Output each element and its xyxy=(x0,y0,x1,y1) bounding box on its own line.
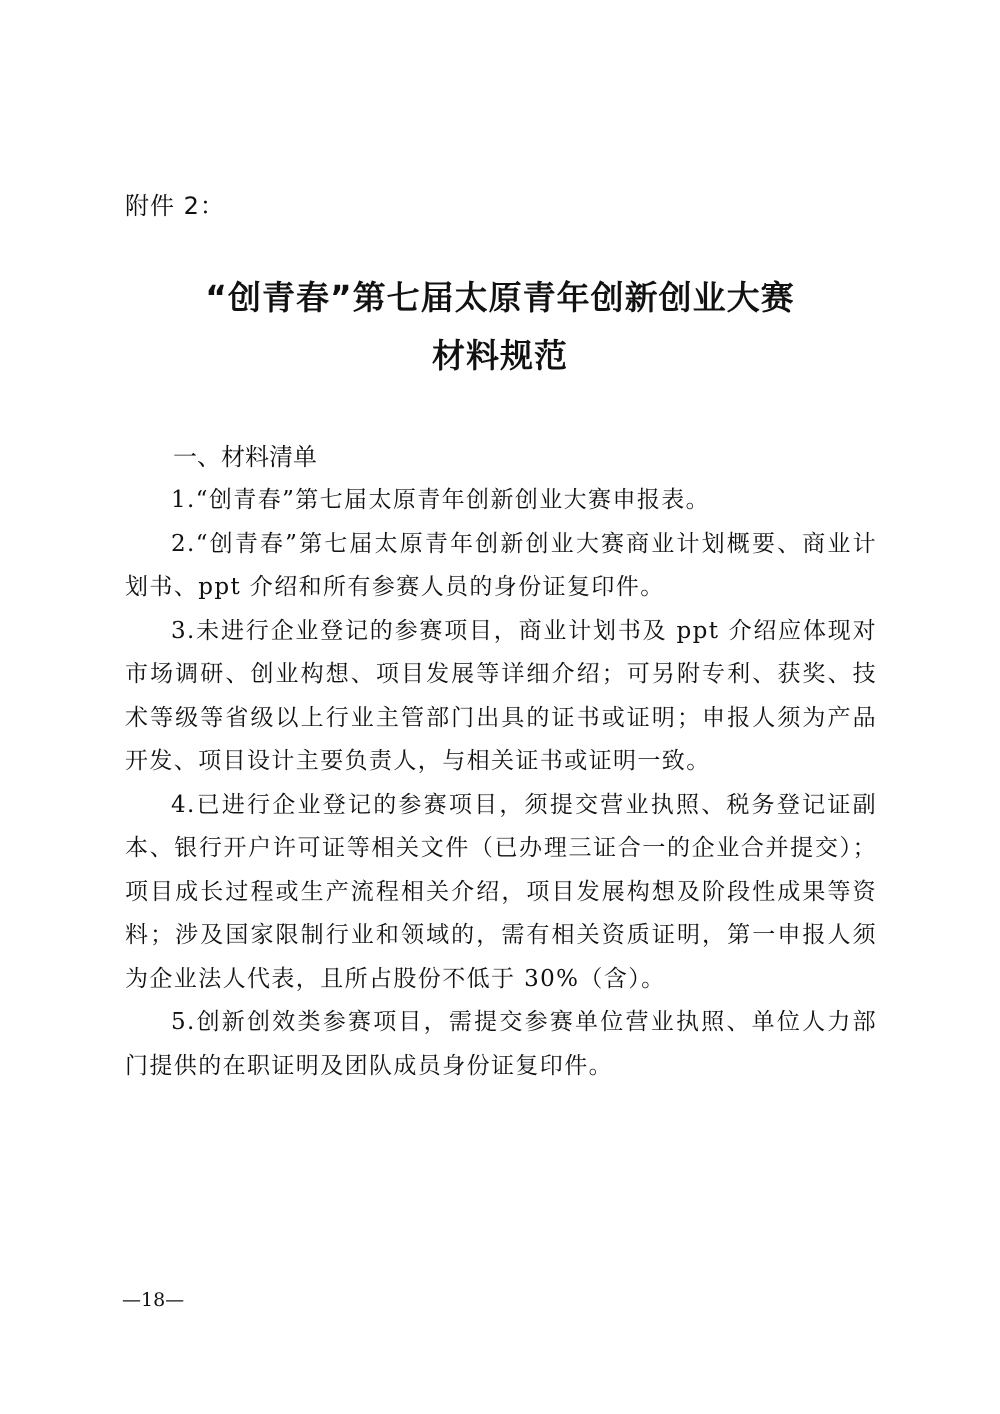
document-title-line-1: “创青春”第七届太原青年创新创业大赛 xyxy=(205,278,795,317)
section-heading: 一、材料清单 xyxy=(173,443,317,471)
list-item-3: 3.未进行企业登记的参赛项目，商业计划书及 ppt 介绍应体现对市场调研、创业构想、项目发展等详细介绍；可另附专利、获奖、技术等级等省级以上行业主管部门出具的证书或证明；申报人须为产品开发、项目设计主要负责人，与相关证书或证明一致。 xyxy=(125,617,877,774)
page-number: —18— xyxy=(122,1289,185,1311)
list-item-1: 1.“创青春”第七届太原青年创新创业大赛申报表。 xyxy=(171,487,711,513)
list-item-5: 5.创新创效类参赛项目，需提交参赛单位营业执照、单位人力部门提供的在职证明及团队成员身份证复印件。 xyxy=(125,1009,877,1079)
attachment-label: 附件 2： xyxy=(125,192,225,220)
document-title-line-2: 材料规范 xyxy=(432,336,568,375)
list-item-2: 2.“创青春”第七届太原青年创新创业大赛商业计划概要、商业计划书、ppt 介绍和所有参赛人员的身份证复印件。 xyxy=(125,530,877,600)
list-item-4: 4.已进行企业登记的参赛项目，须提交营业执照、税务登记证副本、银行开户许可证等相关文件（已办理三证合一的企业合并提交）；项目成长过程或生产流程相关介绍，项目发展构想及阶段性成果等资料；涉及国家限制行业和领域的，需有相关资质证明，第一申报人须为企业法人代表，且所占股份不低于 30%（含）。 xyxy=(125,791,877,992)
document-body xyxy=(125,436,877,1088)
